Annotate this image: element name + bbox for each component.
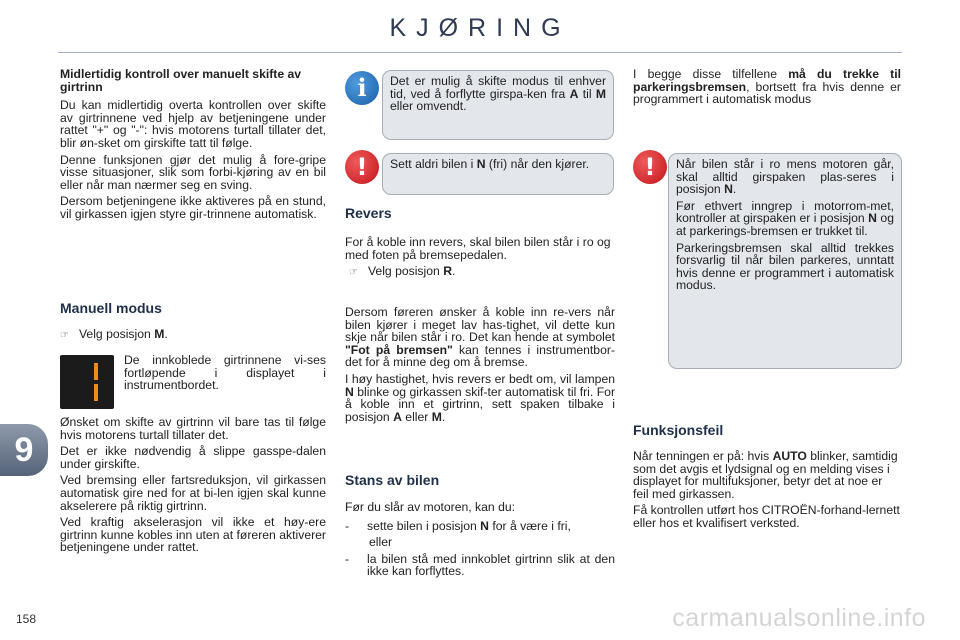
position-key: N: [724, 182, 733, 197]
paragraph: Du kan midlertidig overta kontrollen over skifte av girtrinnene ved hjelp av betjeningene under rattet "+" og "-": hvis motorens turtall tillater det, blir øn-sket om girskifte tatt til følge.: [60, 98, 326, 150]
bullet-text: .: [164, 327, 168, 341]
info-text: eller omvendt.: [390, 99, 467, 114]
stans-or: eller: [369, 535, 393, 550]
revers-heading: Revers: [345, 205, 392, 221]
stans-heading: Stans av bilen: [345, 472, 440, 488]
paragraph: De innkoblede girtrinnene vi-ses fortløpende i displayet i instrumentbordet.: [124, 353, 326, 393]
warning-text: og at parkerings-bremsen er trukket til.: [676, 211, 894, 238]
warning-text: Sett aldri bilen i: [390, 157, 477, 171]
stans-heading-wrap: [345, 474, 615, 487]
warning-icon: !: [633, 150, 667, 184]
warning-text: .: [732, 182, 737, 197]
title-divider: [58, 52, 902, 53]
fault-section: [633, 450, 901, 534]
position-key: R: [443, 264, 452, 279]
list-item: - sette bilen i posisjon N for å være i fri,: [345, 518, 571, 533]
warning-box: [382, 153, 614, 195]
fault-heading: Funksjonsfeil: [633, 422, 724, 438]
gear-display-image: [60, 355, 114, 409]
position-key: A: [569, 86, 579, 101]
list-text: la bilen stå med innkoblet girtrinn slik at den ikke kan forflyttes.: [367, 551, 615, 579]
position-key: N: [345, 384, 354, 399]
paragraph-text: .: [441, 409, 446, 424]
paragraph-text: I begge disse tilfellene: [633, 67, 789, 81]
info-box: [382, 70, 614, 140]
info-text: til: [578, 86, 596, 101]
paragraph: Ved bremsing eller fartsreduksjon, vil girkassen automatisk gire ned for at bi-len igjen skal kunne akselerere på riktig girtrinn.: [60, 473, 326, 513]
list-item: - la bilen stå med innkoblet girtrinn slik at den ikke kan forflyttes.: [345, 551, 615, 579]
bullet-text: Velg posisjon: [367, 264, 444, 279]
position-key: A: [393, 409, 402, 424]
manual-mode-bullet: [60, 328, 326, 343]
paragraph: Ved kraftig akselerasjon vil ikke et høy-ere girtrinn kunne kobles inn uten at føreren aktiverer betjeningene under rattet.: [60, 515, 326, 555]
watermark: carmanualsonline.info: [672, 604, 926, 632]
info-icon: i: [345, 71, 379, 105]
revers-details: [345, 306, 615, 427]
manual-mode-heading: Manuell modus: [60, 300, 162, 316]
paragraph-text: eller: [401, 409, 432, 424]
gear-digit-icon: [80, 363, 98, 401]
list-text: sette bilen i posisjon: [367, 518, 481, 533]
warning-box-large: [668, 153, 902, 369]
info-text: Det er mulig å skifte modus til enhver tid, ved å forflytte girspa-ken fra: [390, 74, 606, 101]
paragraph: Ønsket om skifte av girtrinn vil bare tas til følge hvis motorens turtall tillater det.: [60, 415, 326, 442]
stans-section: [345, 501, 615, 582]
warning-text: (fri) når den kjører.: [485, 157, 590, 171]
paragraph: Før du slår av motoren, kan du:: [345, 500, 516, 514]
paragraph: [345, 373, 615, 423]
symbol-name: "Fot på bremsen": [345, 342, 453, 357]
warning-icon: !: [345, 150, 379, 184]
revers-section: [345, 236, 615, 280]
bullet-text: Velg posisjon: [78, 327, 155, 341]
temporary-control-heading: Midlertidig kontroll over manuelt skifte av girtrinn: [60, 67, 302, 94]
chapter-tab[interactable]: 9: [0, 424, 48, 476]
paragraph: Denne funksjonen gjør det mulig å fore-gripe visse situasjoner, slik som forbi-kjøring av en bil eller når man nærmer seg en sving.: [60, 152, 326, 192]
paragraph: For å koble inn revers, skal bilen bilen står i ro og med foten på bremsepedalen.: [345, 235, 611, 262]
page-title: KJØRING: [389, 14, 571, 42]
fault-heading-wrap: [633, 424, 901, 437]
emphasis-text: må du trekke til parkeringsbremsen: [633, 67, 901, 94]
paragraph-text: I høy hastighet, hvis revers er bedt om, vil lampen: [345, 371, 615, 386]
paragraph-text: Når tenningen er på: hvis: [633, 449, 773, 463]
paragraph-text: blinker, samtidig som det avgis et lydsignal og en melding vises i displayet for multifuksjoner, betyr det at noe er feil med girkassen.: [633, 449, 898, 501]
manual-mode-heading-wrap: [60, 302, 326, 315]
display-description: [124, 354, 326, 396]
paragraph: [345, 306, 615, 369]
paragraph-text: Dersom føreren ønsker å koble inn re-vers når bilen kjører i meget lav has-tighet, vil dette kun skje når bilen står i ro. Det kan hende at symbolet: [345, 305, 615, 345]
paragraph: Det er ikke nødvendig å slippe gasspe-dalen under girskifte.: [60, 444, 326, 471]
paragraph-text: kan tennes i instrumentbor-det for å minne deg om å bremse.: [345, 342, 615, 370]
warning-text: Parkeringsbremsen skal alltid trekkes forsvarlig til når bilen parkeres, unntatt hvis denne er programmert i automatisk modus.: [676, 240, 894, 293]
bullet-text: .: [452, 264, 456, 279]
position-key: N: [868, 211, 877, 226]
auto-label: AUTO: [772, 449, 807, 463]
list-text: for å være i fri,: [488, 518, 571, 533]
hand-pointer-icon: ☞: [60, 330, 69, 341]
paragraph-text: , bortsett fra hvis denne er programmert i automatisk modus: [633, 79, 901, 107]
paragraph: Dersom betjeningene ikke aktiveres på en stund, vil girkassen igjen styre gir-trinnene automatisk.: [60, 194, 326, 221]
parking-brake-note: [633, 68, 901, 110]
position-key: M: [431, 409, 442, 424]
page-number: 158: [16, 612, 37, 626]
revers-heading-wrap: [345, 207, 615, 220]
paragraph: Få kontrollen utført hos CITROËN-forhand-lernett eller hos et kvalifisert verksted.: [633, 503, 900, 530]
position-key: M: [595, 86, 606, 101]
position-key: N: [476, 157, 486, 171]
warning-text: Når bilen står i ro mens motoren går, skal alltid girspaken plas-seres i posisjon: [676, 157, 894, 197]
position-key: N: [480, 518, 489, 533]
paragraph-text: blinke og girkassen skif-ter automatisk til fri. For å koble inn et girtrinn, sett spaken tilbake i posisjon: [345, 384, 615, 424]
warning-text: Før ethvert inngrep i motorrom-met, kontroller at girspaken er i posisjon: [676, 198, 894, 226]
position-key: M: [154, 327, 165, 341]
manual-mode-notes: [60, 416, 326, 558]
hand-pointer-icon: ☞: [349, 267, 358, 279]
temporary-control-section: [60, 68, 326, 225]
